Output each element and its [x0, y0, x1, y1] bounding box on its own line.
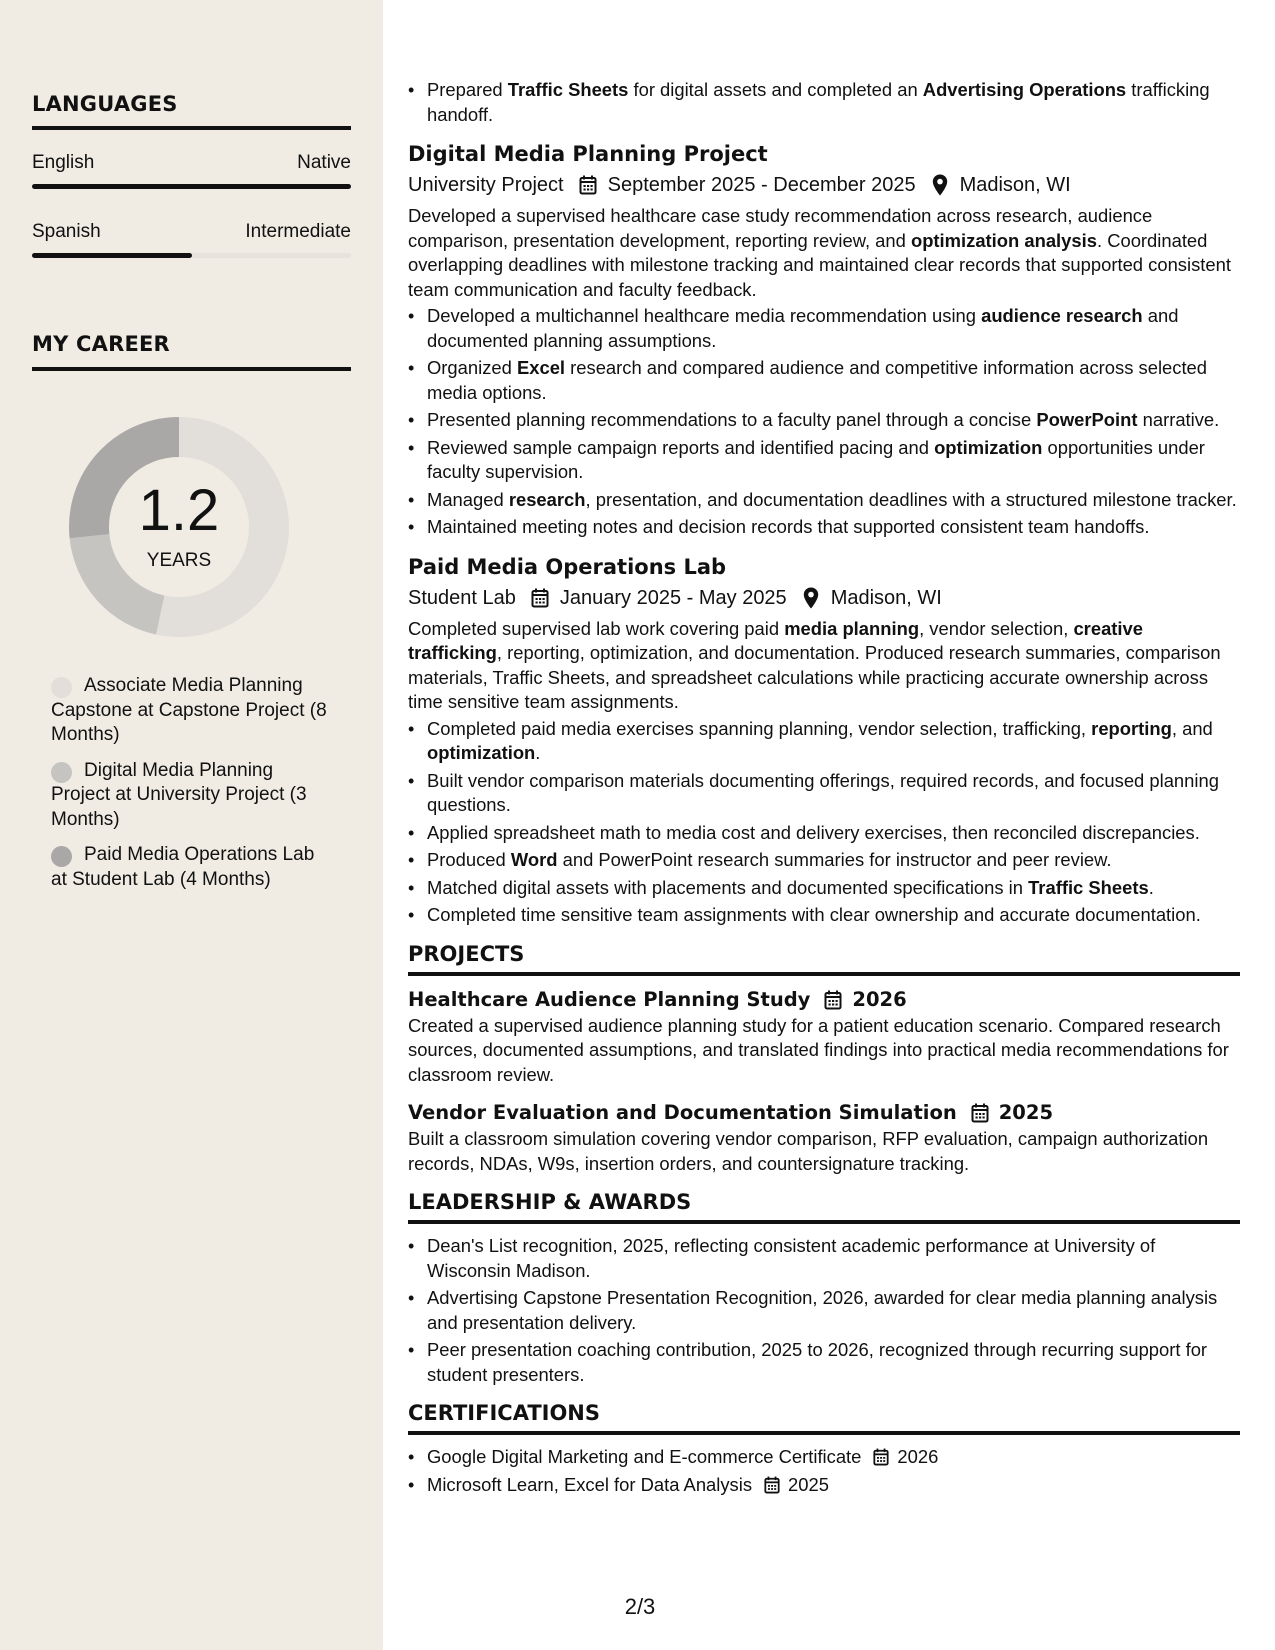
entry-location: Madison, WI [959, 174, 1071, 196]
leadership-rule [408, 1220, 1240, 1224]
certification-year: 2025 [788, 1473, 829, 1495]
certification-name: • Google Digital Marketing and E-commerce Certificate [427, 1446, 862, 1467]
entry-dates: January 2025 - May 2025 [559, 586, 787, 609]
calendar-icon [873, 1447, 891, 1467]
project-year: 2026 [852, 987, 907, 1011]
career-rule [32, 367, 351, 371]
language-name: English [32, 152, 95, 173]
language-level: Intermediate [245, 221, 351, 242]
career-total [66, 414, 292, 640]
language-row-english [32, 152, 351, 176]
entry-bullet: • Completed paid media exercises spanning planning, vendor selection, trafficking, reporting, and optimization. [408, 717, 1240, 766]
experience-bullet: • Prepared Traffic Sheets for digital assets and completed an Advertising Operations trafficking handoff. [408, 78, 1240, 127]
language-level: Native [297, 152, 351, 173]
career-total-value: 1.2 [138, 478, 220, 543]
entry-meta [408, 170, 1240, 200]
certifications-rule [408, 1431, 1240, 1435]
entry-location: Madison, WI [830, 586, 942, 609]
project-title: Healthcare Audience Planning Study [408, 987, 811, 1011]
entry-bullet: • Presented planning recommendations to a faculty panel through a concise PowerPoint narrative. [408, 408, 1240, 433]
map-pin-icon [801, 587, 821, 609]
career-heading: MY CAREER [32, 332, 170, 356]
entry-bullet: • Developed a multichannel healthcare media recommendation using audience research and documented planning assumptions. [408, 304, 1240, 353]
entry-bullet: • Managed research, presentation, and documentation deadlines with a structured milestone tracker. [408, 488, 1240, 513]
languages-rule [32, 126, 351, 130]
certifications-heading: CERTIFICATIONS [408, 1401, 601, 1425]
calendar-icon [530, 587, 550, 609]
legend-label: Associate Media Planning Capstone at Capstone Project (8 Months) [51, 675, 327, 745]
career-legend-item [51, 759, 331, 833]
entry-description: Completed supervised lab work covering paid media planning, vendor selection, creative trafficking, reporting, optimization, and documentation. Produced research summaries, comparison materials, Traffic Sheets, and spreadsheet calculations while practicing accurate ownership across time sensitive team assignments. [408, 617, 1221, 712]
legend-dot [51, 677, 72, 698]
entry-bullet: • Maintained meeting notes and decision records that supported consistent team handoffs. [408, 515, 1240, 540]
career-legend-item [51, 674, 331, 748]
legend-label: Digital Media Planning Project at University Project (3 Months) [51, 759, 307, 830]
project-title-row [408, 1099, 1240, 1127]
language-bar-fill [32, 253, 192, 258]
leadership-item: • Advertising Capstone Presentation Recognition, 2026, awarded for clear media planning analysis and presentation delivery. [408, 1286, 1240, 1335]
leadership-item: • Dean's List recognition, 2025, reflecting consistent academic performance at University of Wisconsin Madison. [408, 1234, 1240, 1283]
career-legend [51, 674, 331, 903]
language-bar-spanish [32, 253, 351, 258]
legend-dot [51, 762, 72, 783]
entry-bullet: • Built vendor comparison materials documenting offerings, required records, and focused planning questions. [408, 769, 1240, 818]
entry-title: Paid Media Operations Lab [408, 554, 727, 579]
project-title-row [408, 986, 1240, 1014]
entry-bullet: • Matched digital assets with placements and documented specifications in Traffic Sheets. [408, 876, 1240, 901]
language-bar-english [32, 184, 351, 189]
entry-bullet: • Produced Word and PowerPoint research summaries for instructor and peer review. [408, 848, 1240, 873]
certification-item [408, 1473, 1240, 1498]
entry-org: Student Lab [408, 586, 516, 609]
project-description: Built a classroom simulation covering vendor comparison, RFP evaluation, campaign authorization records, NDAs, W9s, insertion orders, and countersignature tracking. [408, 1128, 1209, 1174]
page-number: 2/3 [624, 1594, 656, 1619]
legend-dot [51, 846, 72, 867]
calendar-icon [764, 1475, 782, 1495]
project-title: Vendor Evaluation and Documentation Simulation [408, 1101, 957, 1124]
entry-bullets [408, 717, 1240, 928]
projects-rule [408, 972, 1240, 976]
language-bar-fill [32, 184, 351, 189]
certification-item [408, 1445, 1240, 1470]
main-content [408, 78, 1240, 1500]
certification-year: 2026 [897, 1446, 939, 1467]
leadership-item: • Peer presentation coaching contribution, 2025 to 2026, recognized through recurring support for student presenters. [408, 1338, 1240, 1387]
language-name: Spanish [32, 221, 101, 242]
entry-org: University Project [408, 174, 564, 196]
entry-bullet: • Organized Excel research and compared audience and competitive information across selected media options. [408, 356, 1240, 405]
leadership-list [408, 1234, 1240, 1387]
experience-top-bullets [408, 78, 1240, 127]
certifications-list [408, 1445, 1240, 1497]
entry-bullets [408, 304, 1240, 540]
calendar-icon [578, 174, 598, 196]
projects-heading: PROJECTS [408, 941, 525, 966]
entry-meta [408, 583, 1240, 613]
entry-dates: September 2025 - December 2025 [607, 174, 916, 196]
map-pin-icon [930, 174, 950, 196]
sidebar [0, 0, 383, 1650]
project-description: Created a supervised audience planning study for a patient education scenario. Compared research sources, documented assumptions, and translated findings into practical media recommendations for classroom review. [408, 1014, 1229, 1085]
entry-bullet: • Reviewed sample campaign reports and identified pacing and optimization opportunities under faculty supervision. [408, 436, 1240, 485]
entry-bullet: • Applied spreadsheet math to media cost and delivery exercises, then reconciled discrepancies. [408, 821, 1240, 846]
calendar-icon [824, 989, 844, 1011]
legend-label: Paid Media Operations Lab at Student Lab (4 Months) [51, 844, 315, 890]
entry-bullet: • Completed time sensitive team assignments with clear ownership and accurate documentation. [408, 903, 1240, 928]
certification-name: • Microsoft Learn, Excel for Data Analysis [427, 1473, 753, 1495]
leadership-heading: LEADERSHIP & AWARDS [408, 1190, 692, 1214]
entry-description: Developed a supervised healthcare case study recommendation across research, audience comparison, presentation development, reporting review, and optimization analysis. Coordinated overlapping deadlines with milestone tracking and maintained clear records that supported consistent team communication and faculty feedback. [408, 205, 1231, 300]
calendar-icon [971, 1102, 991, 1124]
entry-title: Digital Media Planning Project [408, 142, 768, 166]
project-year: 2025 [998, 1101, 1054, 1124]
career-legend-item [51, 843, 331, 892]
language-row-spanish [32, 221, 351, 245]
languages-heading: LANGUAGES [32, 92, 178, 116]
career-total-unit: YEARS [146, 550, 212, 571]
